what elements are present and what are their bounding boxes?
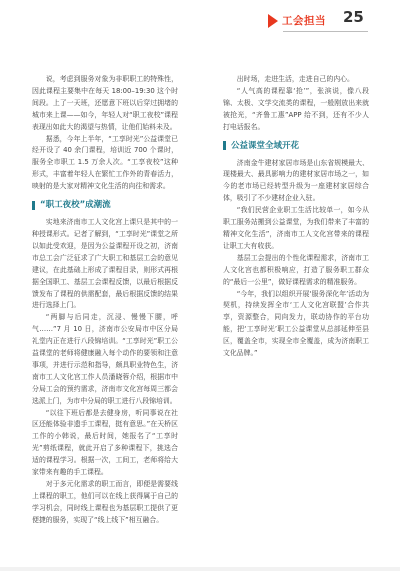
- section-marker-icon: [268, 14, 278, 28]
- paragraph: 济南金牛建材家居市场是山东省规模最大、现楼最大、最具影响力的建材家居市场之一，如今的老市场已经转型升级为一座建材家居综合体，吸引了不少建材企业入驻。: [223, 158, 369, 203]
- subheading-text: 公益课堂全域开花: [231, 140, 300, 151]
- paragraph: 出时场，走进生活，走进自己的内心。: [236, 75, 354, 83]
- page-header: [0, 0, 400, 64]
- subheading: [32, 196, 178, 214]
- paragraph: 据悉，今年上半年，“工享时光”公益课堂已经开设了 40 余门课程，培训近 700 个课时，服务全市职工 1.5 万余人次。“工享夜校”这种形式，丰富着年轻人在繁忙工作外的青春活力，映射的是大家对精神文化生活的向往和需求。: [32, 134, 178, 191]
- paragraph: “人气高的课程靠‘抢’”，张滨说，像八段锦、太极、文学交流类的课程，一般刚放出来就被抢光，“齐鲁工惠”APP 给不到，还有不少人打电话报名。: [223, 86, 369, 131]
- paragraph: 实地来济南市工人文化宫上课只是其中的一种授课形式。记者了解到，“工享时光”课堂之所以如此受欢迎，是因为公益课程开设之初，济南市总工会广泛征求了广大职工和基层工会的意见建议，在此基础上形成了课程目录，则形式再根据全国职工、基层工会课程反馈，以最后根据反馈发布了课程的供需配套，最后根据反馈的结果进行选择上门。: [32, 218, 178, 310]
- subheading: [223, 137, 369, 155]
- subheading-bar-icon: [223, 141, 226, 150]
- paragraph: “以往下班后都是去健身房，听同事说在社区还能体验非遗手工课程，挺有意思。”在天桥区工作的小韩说，最后时间，她报名了“工享时光”剪纸课程，就此开启了多种课程下，挑选合适的课程学习。根据一次，工间工，老师将给大家带来有趣的手工课程。: [32, 408, 178, 477]
- left-column: [32, 74, 178, 527]
- subheading-text: “职工夜校”成潮流: [40, 200, 111, 211]
- paragraph: “今年，我们以组织开展‘服务深化年’活动为契机，持续发挥全市‘工人文化宫联盟’合作共享，资源整合，同向发力，联动协作的平台功能，把‘工享时光’职工公益课堂从总部延伸至县区，覆盖全市，实现全市全覆盖，成为济南职工文化品牌。”: [223, 289, 369, 358]
- paragraph: 基层工会提出的个性化课程需求，济南市工人文化宫也都积极响应，打造了服务职工群众的“最后一公里”，做好课程需求的精准服务。: [223, 253, 369, 286]
- paragraph: “两脚与后同走，沉浸、慢慢下腰，呼气……”7 月 10 日，济南市公安局市中区分局礼堂内正在进行八段锦培训。“工享时光”职工公益课堂的老师将健康融入每个动作的要领和注意事项，并进行示范和指导，颇具职业特色生，济南市工人文化宫工作人员潘晓蓉介绍，根据市中分局工会的预约需求，济南市文化宫每周三都会选派上门，为市中分局的职工进行八段锦培训。: [32, 313, 178, 405]
- header-divider: [283, 31, 368, 32]
- page-footer: [0, 567, 400, 571]
- paragraph: “我们民营企业职工生活比较单一，如今从职工服务站搬到公益课堂，为我们带来了丰富的精神文化生活”，济南市工人文化宫带来的课程让职工大有收获。: [223, 206, 369, 250]
- paragraph: 说，考虑到服务对象为非职职工的特殊性，因此课程主要集中在每天 18:00–19:30 这个时间段。上了一天班，还愿意下班以后穿过拥堵的城市来上课——如今，年轻人对“职工夜校”课程表现出如此大的渴望与热情，让他们始料未及。: [32, 75, 178, 131]
- subheading-bar-icon: [32, 201, 35, 210]
- right-column: [223, 74, 369, 360]
- paragraph: 对于多元化需求的职工而言，即便是需要线上课程的职工，他们可以在线上获得属于自己的学习机会，同时线上课程也为基层职工提供了更便捷的服务，实现了“线上线下”相互融合。: [32, 480, 178, 524]
- section-title: 工会担当: [282, 15, 326, 27]
- page-number: 25: [343, 8, 364, 26]
